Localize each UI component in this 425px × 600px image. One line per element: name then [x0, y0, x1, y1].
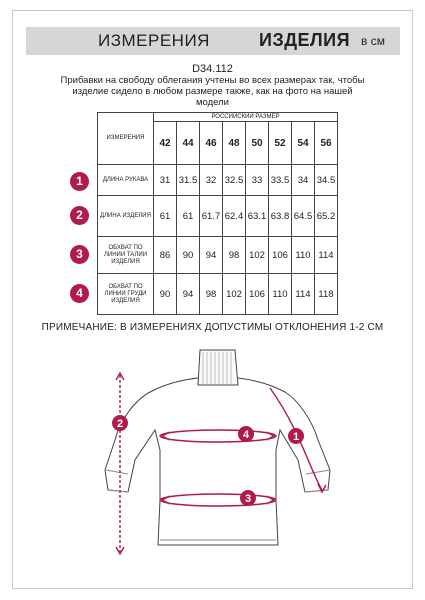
table-cell: 90	[177, 237, 200, 274]
table-row	[98, 196, 338, 237]
table-cell: 33.5	[269, 165, 292, 196]
table-cell: 62.4	[223, 196, 246, 237]
row-badge-4: 4	[70, 284, 89, 303]
size-header: 54	[292, 122, 315, 165]
table-cell: 98	[200, 274, 223, 315]
row-label: ОБХВАТ ПО ЛИНИИ ТАЛИИ ИЗДЕЛИЯ	[98, 237, 154, 274]
table-cell: 64.5	[292, 196, 315, 237]
table-cell: 65.2	[315, 196, 338, 237]
title-measurements: ИЗМЕРЕНИЯ	[98, 31, 210, 50]
table-cell: 61	[177, 196, 200, 237]
table-cell: 110	[292, 237, 315, 274]
table-cell: 34.5	[315, 165, 338, 196]
row-badge-3: 3	[70, 245, 89, 264]
table-cell: 106	[269, 237, 292, 274]
table-row	[98, 165, 338, 196]
table-cell: 32.5	[223, 165, 246, 196]
diagram-marker-4: 4	[242, 429, 250, 441]
row-badge-1: 1	[70, 172, 89, 191]
table-cell: 32	[200, 165, 223, 196]
table-cell: 90	[154, 274, 177, 315]
table-cell: 102	[223, 274, 246, 315]
sweater-diagram	[0, 340, 425, 565]
table-cell: 63.1	[246, 196, 269, 237]
size-header: 48	[223, 122, 246, 165]
table-cell: 33	[246, 165, 269, 196]
table-row	[98, 274, 338, 315]
table-cell: 31.5	[177, 165, 200, 196]
tolerance-remark: ПРИМЕЧАНИЕ: В ИЗМЕРЕНИЯХ ДОПУСТИМЫ ОТКЛОНЕНИЯ 1-2 СМ	[41, 322, 384, 333]
row-label: ОБХВАТ ПО ЛИНИИ ГРУДИ ИЗДЕЛИЯ	[98, 274, 154, 315]
size-header: 44	[177, 122, 200, 165]
fit-note: Прибавки на свободу облегания учтены во всех размерах так, чтобы изделие сидело в любом размере также, как на фото на нашей модели	[60, 75, 365, 108]
table-row	[98, 237, 338, 274]
row-badge-2: 2	[70, 206, 89, 225]
row-label: ДЛИНА ИЗДЕЛИЯ	[98, 196, 154, 237]
table-cell: 34	[292, 165, 315, 196]
diagram-marker-2: 2	[116, 418, 124, 430]
table-cell: 94	[200, 237, 223, 274]
table-cell: 94	[177, 274, 200, 315]
diagram-marker-3: 3	[244, 493, 252, 505]
row-label: ДЛИНА РУКАВА	[98, 165, 154, 196]
size-header: 56	[315, 122, 338, 165]
table-cell: 98	[223, 237, 246, 274]
table-cell: 110	[269, 274, 292, 315]
size-header: 50	[246, 122, 269, 165]
table-cell: 61	[154, 196, 177, 237]
table-group-header: РОССИЙСКИЙ РАЗМЕР	[154, 113, 338, 122]
article-number: D34.112	[192, 63, 233, 75]
table-cell: 118	[315, 274, 338, 315]
table-corner-label: ИЗМЕРЕНИЯ	[98, 113, 154, 165]
size-table	[97, 112, 338, 315]
size-header: 46	[200, 122, 223, 165]
size-header: 42	[154, 122, 177, 165]
table-cell: 106	[246, 274, 269, 315]
table-cell: 61.7	[200, 196, 223, 237]
table-cell: 63.8	[269, 196, 292, 237]
diagram-marker-1: 1	[292, 431, 300, 443]
table-cell: 31	[154, 165, 177, 196]
size-header: 52	[269, 122, 292, 165]
title-unit: в см	[361, 34, 385, 48]
title-garment: ИЗДЕЛИЯ	[259, 30, 351, 50]
table-cell: 86	[154, 237, 177, 274]
title-bar	[26, 27, 400, 55]
table-cell: 114	[292, 274, 315, 315]
table-cell: 102	[246, 237, 269, 274]
table-cell: 114	[315, 237, 338, 274]
